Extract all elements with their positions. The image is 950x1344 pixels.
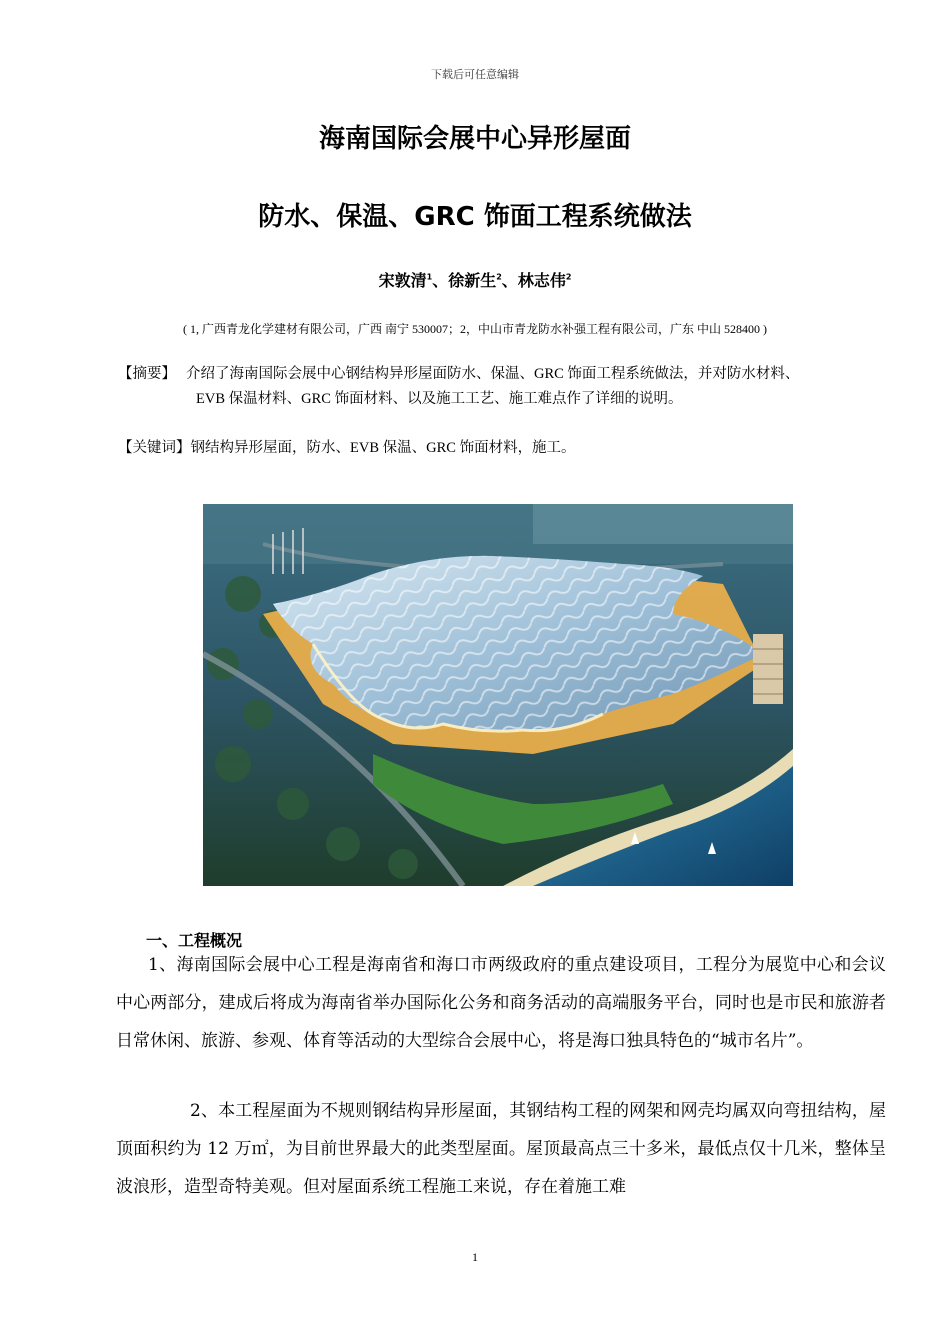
keywords-text: 钢结构异形屋面，防水、EVB 保温、GRC 饰面材料，施工。 — [190, 440, 576, 456]
title-line-2: 防水、保温、GRC 饰面工程系统做法 — [258, 202, 692, 232]
author-1: 宋敦清 — [378, 271, 427, 290]
abstract-line-1: 介绍了海南国际会展中心钢结构异形屋面防水、保温、GRC 饰面工程系统做法，并对防水材料、 — [186, 366, 800, 382]
author-sep: 、 — [432, 271, 449, 290]
authors — [0, 268, 950, 291]
abstract — [118, 362, 908, 412]
section-1-title: 一、工程概况 — [146, 931, 243, 950]
keywords-label: 【关键词】 — [118, 440, 191, 456]
page-number: 1 — [472, 1250, 478, 1264]
author-3-affil: 2 — [565, 272, 572, 282]
convention-center-photo — [203, 504, 793, 886]
section-1-paragraph-1: 1、海南国际会展中心工程是海南省和海口市两级政府的重点建设项目，工程分为展览中心和会议中心两部分，建成后将成为海南省举办国际化公务和商务活动的高端服务平台，同时也是市民和旅游者日常休闲、旅游、参观、体育等活动的大型综合会展中心，将是海口独具特色的“城市名片”。 — [116, 955, 886, 1051]
author-3: 林志伟 — [517, 271, 566, 290]
header-note: 下载后可任意编辑 — [431, 68, 519, 81]
author-2-affil: 2 — [496, 272, 502, 282]
author-2: 徐新生 — [448, 271, 497, 290]
author-1-affil: 1 — [426, 272, 433, 282]
section-1-paragraph-2: 2、本工程屋面为不规则钢结构异形屋面，其钢结构工程的网架和网壳均属双向弯扭结构，屋顶面积约为 12 万㎡，为目前世界最大的此类型屋面。屋顶最高点三十多米，最低点仅十几米，整体呈波浪形，造型奇特美观。但对屋面系统工程施工来说，存在着施工难 — [116, 1101, 886, 1197]
abstract-label: 【摘要】 — [118, 366, 176, 382]
affiliation: ( 1, 广西青龙化学建材有限公司，广西 南宁 530007；2，中山市青龙防水补强工程有限公司，广东 中山 528400 ) — [183, 322, 767, 336]
abstract-line-2: EVB 保温材料、GRC 饰面材料、以及施工工艺、施工难点作了详细的说明。 — [196, 391, 683, 407]
title-line-1: 海南国际会展中心异形屋面 — [318, 124, 631, 154]
keywords — [118, 436, 898, 457]
author-sep: 、 — [501, 271, 518, 290]
